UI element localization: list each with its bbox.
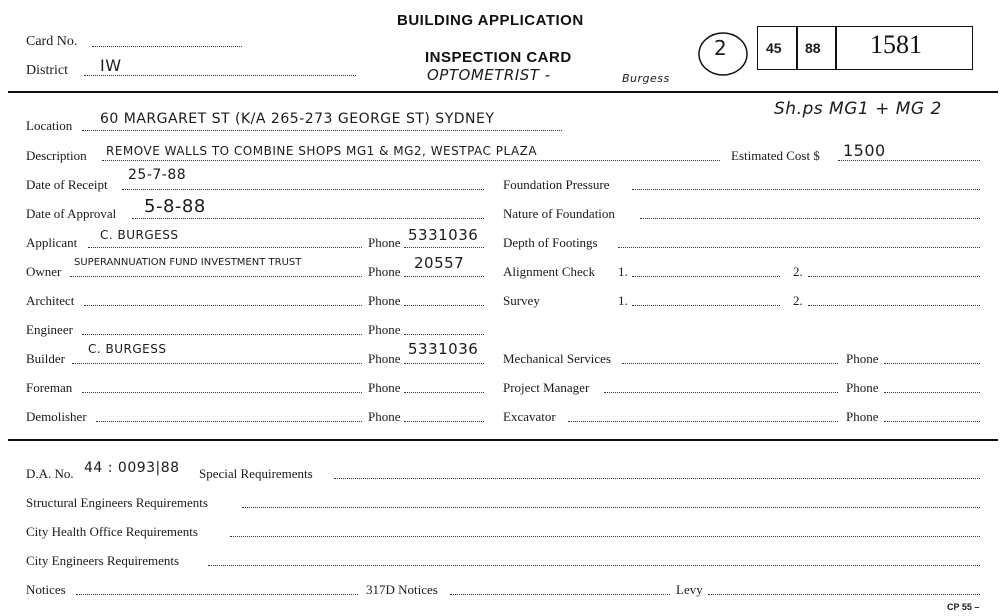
foreman-label: Foreman (26, 380, 73, 395)
survey-num-2: 2. (793, 293, 803, 308)
box-45-value: 45 (766, 40, 782, 56)
mechanical-services-label: Mechanical Services (503, 351, 611, 366)
demolisher-field[interactable] (96, 421, 362, 422)
builder-phone-value: 5331036 (408, 340, 479, 358)
foundation-pressure-field[interactable] (632, 189, 980, 190)
description-value: REMOVE WALLS TO COMBINE SHOPS MG1 & MG2, WESTPAC PLAZA (106, 144, 538, 158)
alignment-check-field-1[interactable] (632, 276, 780, 277)
project-manager-phone-label: Phone (846, 380, 879, 395)
engineer-phone-label: Phone (368, 322, 401, 337)
owner-label: Owner (26, 264, 62, 279)
estimated-cost-label: Estimated Cost $ (731, 148, 820, 163)
survey-field-1[interactable] (632, 305, 780, 306)
card-no-field[interactable] (92, 46, 242, 47)
special-requirements-label: Special Requirements (199, 466, 313, 481)
alignment-check-num-1: 1. (618, 264, 628, 279)
nature-of-foundation-label: Nature of Foundation (503, 206, 615, 221)
applicant-label: Applicant (26, 235, 78, 250)
card-no-label: Card No. (26, 34, 78, 49)
notices-317d-label: 317D Notices (366, 582, 438, 597)
builder-label: Builder (26, 351, 65, 366)
top-divider (8, 91, 998, 93)
survey-num-1: 1. (618, 293, 628, 308)
alignment-check-label: Alignment Check (503, 264, 596, 279)
district-value: IW (100, 56, 122, 75)
demolisher-phone-field[interactable] (404, 421, 484, 422)
mechanical-services-phone-label: Phone (846, 351, 879, 366)
engineer-field[interactable] (82, 334, 362, 335)
depth-of-footings-label: Depth of Footings (503, 235, 598, 250)
health-requirements-label: City Health Office Requirements (26, 524, 198, 539)
alignment-check-field-2[interactable] (808, 276, 980, 277)
architect-phone-field[interactable] (404, 305, 484, 306)
depth-of-footings-field[interactable] (618, 247, 980, 248)
approval-label: Date of Approval (26, 206, 117, 221)
foreman-phone-label: Phone (368, 380, 401, 395)
handwritten-name: Burgess (622, 72, 670, 85)
foundation-pressure-label: Foundation Pressure (503, 177, 610, 192)
approval-field[interactable] (132, 218, 484, 219)
structural-requirements-field[interactable] (242, 507, 980, 508)
architect-label: Architect (26, 293, 75, 308)
district-label: District (26, 63, 68, 78)
excavator-label: Excavator (503, 409, 556, 424)
builder-value: C. BURGESS (88, 342, 167, 356)
box-88-value: 88 (805, 40, 821, 56)
city-engineers-requirements-label: City Engineers Requirements (26, 553, 180, 568)
owner-phone-field[interactable] (404, 276, 484, 277)
owner-phone-label: Phone (368, 264, 401, 279)
builder-phone-label: Phone (368, 351, 401, 366)
card-number: 1581 (870, 30, 922, 59)
da-no-label: D.A. No. (26, 466, 74, 481)
builder-phone-field[interactable] (404, 363, 484, 364)
shops-note: Sh.ps MG1 + MG 2 (774, 99, 942, 119)
levy-field[interactable] (708, 594, 980, 595)
foreman-phone-field[interactable] (404, 392, 484, 393)
engineer-phone-field[interactable] (404, 334, 484, 335)
engineer-label: Engineer (26, 322, 73, 337)
special-requirements-field[interactable] (334, 478, 980, 479)
description-field[interactable] (102, 160, 720, 161)
city-engineers-requirements-field[interactable] (208, 565, 980, 566)
architect-field[interactable] (84, 305, 362, 306)
demolisher-label: Demolisher (26, 409, 87, 424)
form-code: CP 55 – (947, 602, 980, 612)
health-requirements-field[interactable] (230, 536, 980, 537)
approval-value: 5-8-88 (144, 196, 206, 217)
excavator-phone-field[interactable] (884, 421, 980, 422)
receipt-field[interactable] (122, 189, 484, 190)
project-manager-field[interactable] (604, 392, 838, 393)
mechanical-services-phone-field[interactable] (884, 363, 980, 364)
mechanical-services-field[interactable] (622, 363, 838, 364)
notices-label: Notices (26, 582, 66, 597)
builder-field[interactable] (72, 363, 362, 364)
survey-label: Survey (503, 293, 540, 308)
owner-value: SUPERANNUATION FUND INVESTMENT TRUST (74, 257, 302, 268)
location-value: 60 MARGARET ST (K/A 265-273 GEORGE ST) SYDNEY (100, 111, 495, 127)
project-manager-phone-field[interactable] (884, 392, 980, 393)
handwritten-subtitle: OPTOMETRIST - (427, 66, 551, 84)
district-field[interactable] (84, 75, 356, 76)
notices-317d-field[interactable] (450, 594, 670, 595)
owner-phone-value: 20557 (414, 254, 465, 272)
location-label: Location (26, 118, 73, 133)
middle-divider (8, 439, 998, 441)
circled-number: 2 (714, 36, 728, 60)
excavator-field[interactable] (568, 421, 838, 422)
nature-of-foundation-field[interactable] (640, 218, 980, 219)
foreman-field[interactable] (82, 392, 362, 393)
estimated-cost-value: 1500 (843, 141, 886, 160)
demolisher-phone-label: Phone (368, 409, 401, 424)
applicant-phone-field[interactable] (404, 247, 484, 248)
description-label: Description (26, 148, 87, 163)
location-field[interactable] (82, 130, 562, 131)
applicant-phone-value: 5331036 (408, 226, 479, 244)
form-subtitle: INSPECTION CARD (425, 49, 572, 66)
project-manager-label: Project Manager (503, 380, 590, 395)
structural-requirements-label: Structural Engineers Requirements (26, 495, 208, 510)
applicant-value: C. BURGESS (100, 228, 179, 242)
estimated-cost-field[interactable] (838, 160, 980, 161)
levy-label: Levy (676, 582, 703, 597)
receipt-label: Date of Receipt (26, 177, 108, 192)
alignment-check-num-2: 2. (793, 264, 803, 279)
owner-field[interactable] (70, 276, 362, 277)
applicant-field[interactable] (88, 247, 362, 248)
excavator-phone-label: Phone (846, 409, 879, 424)
survey-field-2[interactable] (808, 305, 980, 306)
form-title: BUILDING APPLICATION (397, 12, 584, 29)
notices-field[interactable] (76, 594, 358, 595)
applicant-phone-label: Phone (368, 235, 401, 250)
receipt-value: 25-7-88 (128, 167, 187, 183)
da-no-value: 44 : 0093|88 (84, 460, 180, 476)
architect-phone-label: Phone (368, 293, 401, 308)
